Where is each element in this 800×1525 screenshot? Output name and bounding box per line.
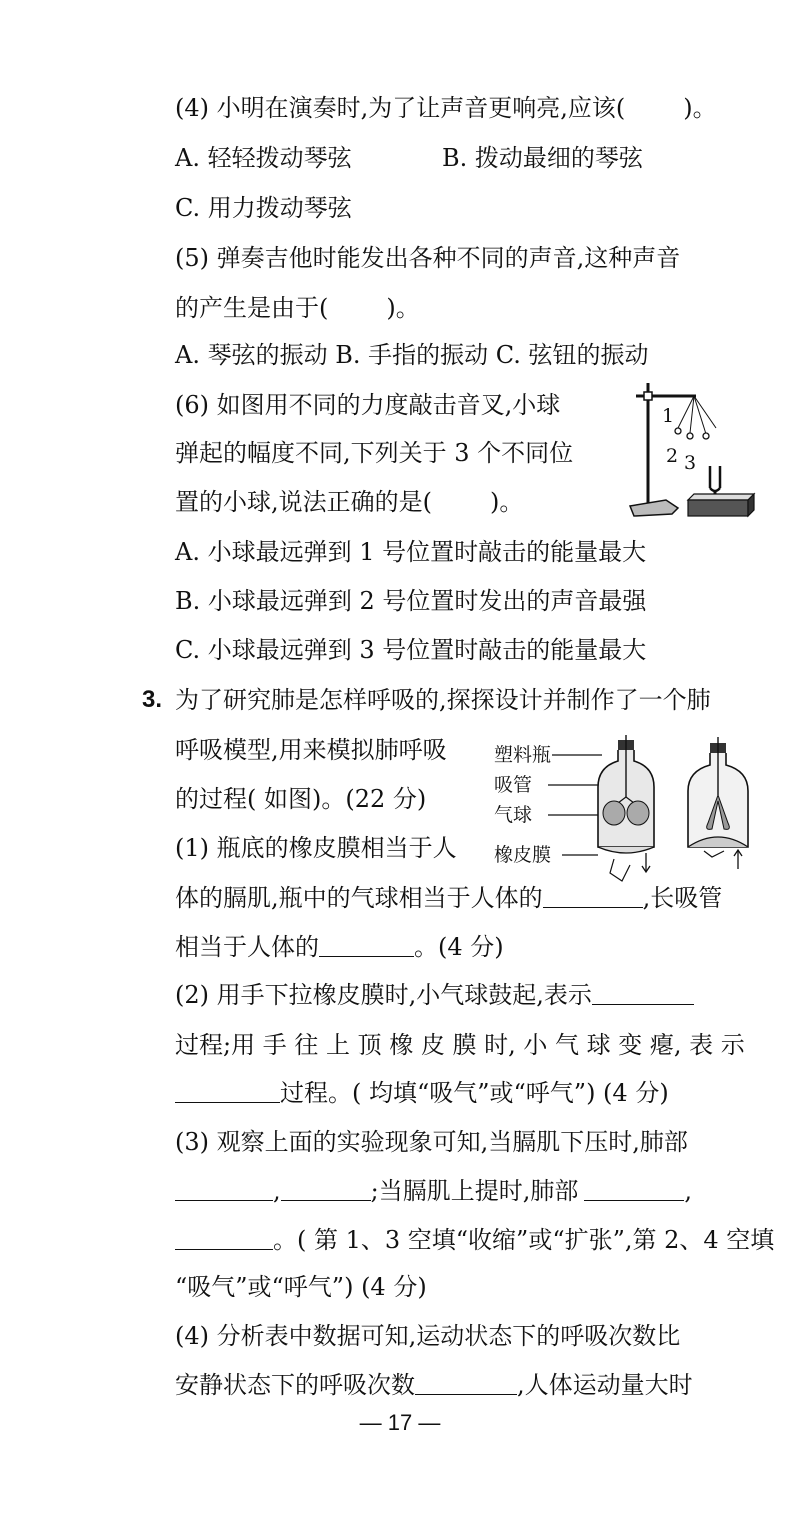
q2-5-stem-1: (5) 弹奏吉他时能发出各种不同的声音,这种声音 [175,244,681,272]
page-number: — 17 — [359,1410,441,1435]
q3-3-line-1: (3) 观察上面的实验现象可知,当膈肌下压时,肺部 [175,1128,688,1156]
q2-6-option-b: B. 小球最远弹到 2 号位置时发出的声音最强 [175,587,647,615]
answer-blank[interactable] [175,1227,273,1250]
answer-blank[interactable] [175,1080,280,1103]
answer-blank[interactable] [415,1372,517,1395]
q3-stem-3: 的过程( 如图)。(22 分) [175,785,427,813]
label-balloon: 气球 [494,804,533,826]
tuning-fork-figure [628,378,756,523]
q3-3-line-4: “吸气”或“呼气”) (4 分) [175,1273,427,1301]
label-tube: 吸管 [494,774,533,796]
q3-1-line-3: 相当于人体的 。(4 分) [175,933,504,961]
q3-2-line-3: 过程。( 均填“吸气”或“呼气”) (4 分) [175,1078,669,1108]
q3-1-line-2: 体的膈肌,瓶中的气球相当于人体的 ,长吸管 [175,884,723,912]
fork-label-3: 3 [684,452,697,474]
answer-blank[interactable] [281,1178,371,1201]
q3-stem-1: 为了研究肺是怎样呼吸的,探探设计并制作了一个肺 [175,686,711,714]
answer-blank[interactable] [543,885,643,908]
q2-4-option-c: C. 用力拨动琴弦 [175,194,352,222]
q2-5-options: A. 琴弦的振动 B. 手指的振动 C. 弦钮的振动 [175,341,649,369]
option-a: A. 轻轻拨动琴弦 [175,144,352,172]
answer-blank[interactable] [319,934,414,957]
q3-1-line-1: (1) 瓶底的橡皮膜相当于人 [175,834,457,862]
option-b: B. 拨动最细的琴弦 [442,144,643,172]
q3-2-line-2: 过程;用 手 往 上 顶 橡 皮 膜 时, 小 气 球 变 瘪, 表 示 [175,1031,745,1059]
q2-6-option-a: A. 小球最远弹到 1 号位置时敲击的能量最大 [175,538,647,566]
q2-6-stem-1: (6) 如图用不同的力度敲击音叉,小球 [175,391,561,419]
q3-stem-2: 呼吸模型,用来模拟肺呼吸 [175,736,447,764]
q2-4-options-ab [175,143,643,173]
q2-5-stem-2: 的产生是由于( )。 [175,294,420,322]
q3-number: 3. [142,686,163,713]
answer-blank[interactable] [592,982,694,1005]
q3-3-line-3: 。( 第 1、3 空填“收缩”或“扩张”,第 2、4 空填 [175,1225,774,1255]
label-bottle: 塑料瓶 [494,744,552,766]
fork-label-1: 1 [662,405,675,427]
lung-model-figure [490,735,755,885]
q2-4-stem: (4) 小明在演奏时,为了让声音更响亮,应该( )。 [175,94,717,122]
answer-blank[interactable] [584,1178,684,1201]
q3-4-line-2: 安静状态下的呼吸次数 ,人体运动量大时 [175,1371,693,1399]
fork-label-2: 2 [666,445,679,467]
q2-6-stem-2: 弹起的幅度不同,下列关于 3 个不同位 [175,439,574,467]
answer-blank[interactable] [175,1178,273,1201]
label-membrane: 橡皮膜 [494,844,552,866]
q2-6-stem-3: 置的小球,说法正确的是( )。 [175,488,524,516]
q2-6-option-c: C. 小球最远弹到 3 号位置时敲击的能量最大 [175,636,647,664]
q3-3-line-2: , ;当膈肌上提时,肺部 , [175,1176,692,1206]
q3-4-line-1: (4) 分析表中数据可知,运动状态下的呼吸次数比 [175,1322,681,1350]
q3-2-line-1: (2) 用手下拉橡皮膜时,小气球鼓起,表示 [175,980,694,1010]
